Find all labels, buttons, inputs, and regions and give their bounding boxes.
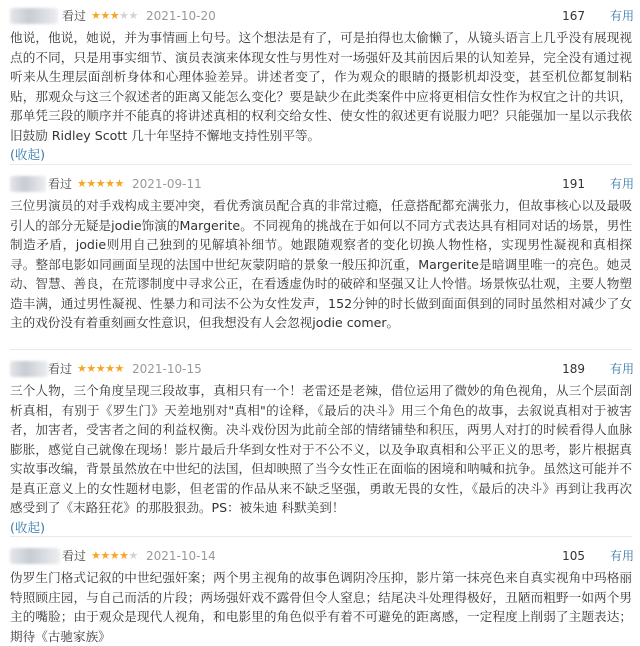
review-text bbox=[10, 196, 632, 333]
review-text bbox=[10, 381, 632, 537]
review-content: 他说，他说，她说，并为事情画上句号。这个想法是有了，可是拍得也太偷懒了，从镜头语言上几乎没有展现视点的不同，只是用事实细节、演员表演来体现女性与男性对一场强奸及其前因后果的认知差异，完全没有通过视听来从生理层面剖析身体和心理体验差异。讲述者变了，作为观众的眼睛的摄影机却没变，甚至机位都复制粘贴，那观众与这三个叙述者的距离又能怎么变化？要是缺少在此类案件中应将更相信女性作为权宜之计的共识，那单凭三段的顺序并不能真的将讲述真相的权利交给女性、使女性的叙述更有说服力吧？只能强加一星以示我依旧鼓励 Ridley Scott 几十年坚持不懈地支持性别平等。 bbox=[10, 30, 632, 143]
star-filled-icon: ★ bbox=[109, 9, 120, 22]
divider bbox=[10, 536, 632, 537]
watched-label: 看过 bbox=[62, 9, 87, 23]
useful-count: 105 bbox=[562, 549, 585, 563]
watched-label: 看过 bbox=[62, 549, 87, 563]
divider bbox=[10, 349, 632, 350]
review-content: 三个人物，三个角度呈现三段故事，真相只有一个！老雷还是老辣，借位运用了微妙的角色视角，从三个层面剖析真相，有别于《罗生门》天差地别对"真相"的诠释，《最后的决斗》用三个角色的故事，去叙说真相对于被害者，加害者，受害者之间的利益权衡。决斗戏份因为此前全部的情绪铺垫和积压，两男人对打的时候看得人血脉膨胀，感觉自己就像在现场！影片最后升华到女性对于不公不义，以及争取真相和公平正义的思考，影片根据真实故事改编，背景虽然放在中世纪的法国，但却映照了当今女性正在面临的困境和呐喊和抗争。虽然这可能并不是真正意义上的女性题材电影，但老雷的作品从来不缺乏坚强，勇敢无畏的女性，《最后的决斗》再到让我再次感受到了《末路狂花》的那股狠劲。PS：被朱迪 科默美到！ bbox=[10, 383, 632, 515]
star-empty-icon: ★ bbox=[128, 549, 138, 562]
rating-stars bbox=[77, 361, 124, 377]
useful-count: 191 bbox=[562, 177, 585, 191]
review-item bbox=[0, 540, 640, 644]
review-text bbox=[10, 568, 632, 646]
star-filled-icon: ★ bbox=[77, 362, 87, 375]
review-date: 2021-10-14 bbox=[146, 549, 216, 563]
username-blurred[interactable] bbox=[10, 176, 46, 192]
review-content: 伪罗生门格式记叙的中世纪强奸案；两个男主视角的故事色调阴冷压抑，影片第一抹亮色来自真实视角中玛格丽特照顾庄园，与自己而活的片段；两场强奸戏不露骨但令人窒息；结尾决斗处理得极好，丑陋而粗野一如两个男主的嘴脸；由于观众是现代人视角，和电影里的角色似乎有着不可避免的距离感，一定程度上削弱了主题表达；期待《古驰家族》 bbox=[10, 570, 632, 644]
collapse-link[interactable]: (收起) bbox=[10, 519, 46, 535]
review-text bbox=[10, 28, 632, 165]
star-filled-icon: ★ bbox=[119, 549, 129, 562]
review-header bbox=[0, 0, 640, 30]
star-filled-icon: ★ bbox=[114, 177, 124, 190]
rating-stars bbox=[91, 8, 138, 24]
star-filled-icon: ★ bbox=[95, 362, 106, 375]
star-filled-icon: ★ bbox=[105, 362, 115, 375]
review-date: 2021-10-20 bbox=[146, 9, 216, 23]
rating-stars bbox=[91, 548, 138, 564]
star-empty-icon: ★ bbox=[128, 9, 138, 22]
star-filled-icon: ★ bbox=[109, 549, 120, 562]
useful-button[interactable]: 有用 bbox=[609, 9, 634, 23]
useful-button[interactable]: 有用 bbox=[609, 549, 634, 563]
review-content: 三位男演员的对手戏构成主要冲突，看优秀演员配合真的非常过瘾，任意搭配都充满张力，但故事核心以及最吸引人的部分无疑是jodie饰演的Margerite。不同视角的挑战在于如何以不同方式表达具有相同对话的场景，男性制造矛盾，jodie则用自己独到的见解填补细节。她跟随观察者的变化切换人物性格，实现男性凝视和真相探寻。整部电影如同画面呈现的法国中世纪灰蒙阴暗的景象一般压抑沉重，Margerite是暗调里唯一的亮色。她灵动、智慧、善良，在荒谬制度中寻求公正，在看透虚伪时的破碎和坚强又让人怜惜。场景恢弘壮观，主要人物塑造丰满，通过男性凝视、性暴力和司法不公为女性发声，152分钟的时长做到面面俱到的同时虽然相对减少了女主的戏份没有着重刻画女性意识，但我想没有人会忽视jodie comer。 bbox=[10, 198, 632, 330]
review-header bbox=[0, 353, 640, 383]
star-filled-icon: ★ bbox=[105, 177, 115, 190]
username-blurred[interactable] bbox=[10, 361, 48, 377]
review-item bbox=[0, 353, 640, 535]
review-item bbox=[0, 0, 640, 162]
review-header bbox=[0, 540, 640, 570]
star-filled-icon: ★ bbox=[114, 362, 124, 375]
review-header bbox=[0, 168, 640, 198]
star-filled-icon: ★ bbox=[86, 177, 96, 190]
star-filled-icon: ★ bbox=[86, 362, 96, 375]
useful-button[interactable]: 有用 bbox=[609, 362, 634, 376]
username-blurred[interactable] bbox=[10, 548, 60, 564]
review-date: 2021-10-15 bbox=[132, 362, 202, 376]
collapse-link[interactable]: (收起) bbox=[10, 147, 46, 162]
useful-count: 189 bbox=[562, 362, 585, 376]
review-item bbox=[0, 168, 640, 330]
star-filled-icon: ★ bbox=[77, 177, 87, 190]
star-filled-icon: ★ bbox=[95, 177, 106, 190]
star-filled-icon: ★ bbox=[91, 549, 101, 562]
useful-button[interactable]: 有用 bbox=[609, 177, 634, 191]
rating-stars bbox=[77, 176, 124, 192]
star-empty-icon: ★ bbox=[119, 9, 129, 22]
star-filled-icon: ★ bbox=[91, 9, 101, 22]
username-blurred[interactable] bbox=[10, 8, 58, 24]
watched-label: 看过 bbox=[48, 362, 73, 376]
star-filled-icon: ★ bbox=[100, 549, 110, 562]
star-filled-icon: ★ bbox=[100, 9, 110, 22]
divider bbox=[10, 164, 632, 165]
review-date: 2021-09-11 bbox=[132, 177, 202, 191]
useful-count: 167 bbox=[562, 9, 585, 23]
watched-label: 看过 bbox=[48, 177, 73, 191]
